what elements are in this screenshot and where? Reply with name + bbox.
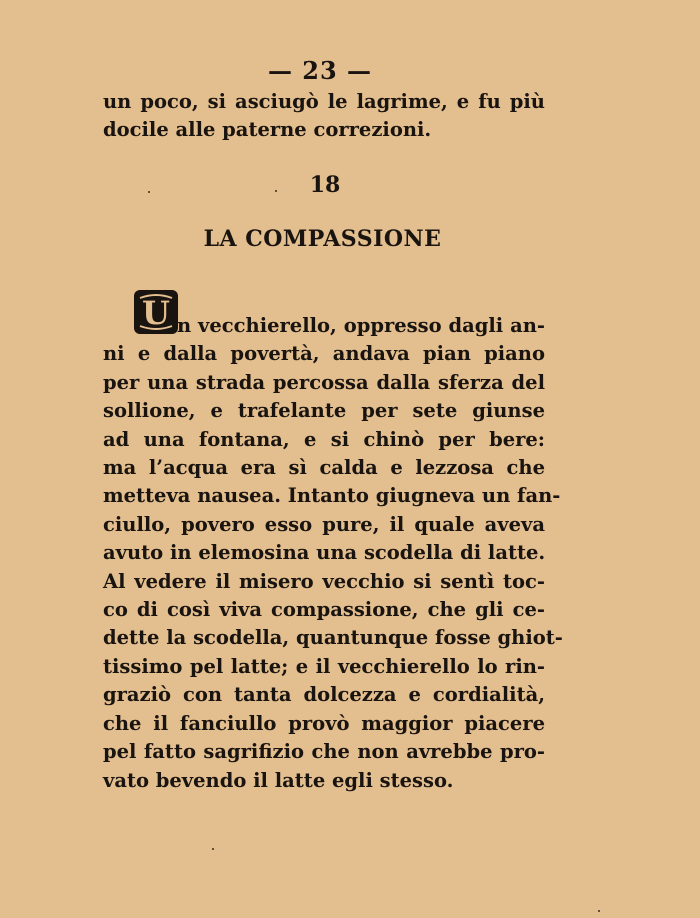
text-line: ad una fontana, e si chinò per bere: [103, 427, 545, 451]
text-line: ma l’acqua era sì calda e lezzosa che [103, 456, 545, 480]
text-line: ciullo, povero esso pure, il quale aveva [103, 512, 545, 536]
page-number: — 23 — [267, 56, 373, 85]
text-line: sollione, e trafelante per sete giunse [103, 399, 545, 423]
story-title: LA COMPASSIONE [203, 226, 442, 252]
text-line: avuto in elemosina una scodella di latte. [103, 541, 546, 565]
text-line: co di così viva compassione, che gli ce- [103, 598, 545, 622]
dropcap-letter: U [142, 294, 170, 332]
carryover-paragraph [103, 88, 545, 145]
text-line: ni e dalla povertà, andava pian piano [103, 342, 545, 366]
text-line: per una strada percossa dalla sferza del [103, 370, 545, 394]
text-line: Al vedere il misero vecchio si sentì toc- [103, 569, 545, 593]
paper-speck [275, 190, 277, 192]
text-line: dette la scodella, quantunque fosse ghiot- [103, 626, 563, 650]
paper-speck [148, 191, 150, 193]
text-line: tissimo pel latte; e il vecchierello lo rin- [103, 654, 545, 678]
text-line: graziò con tanta dolcezza e cordialità, [103, 683, 545, 707]
text-line: n vecchierello, oppresso dagli an- [177, 314, 545, 337]
paper-speck [598, 910, 600, 912]
story-number: 18 [309, 172, 341, 198]
text-line: pel fatto sagrifizio che non avrebbe pro- [103, 740, 545, 764]
story-paragraph [103, 312, 563, 795]
text-line: docile alle paterne correzioni. [103, 118, 432, 142]
text-line: un poco, si asciugò le lagrime, e fu più [103, 90, 545, 113]
text-line: che il fanciullo provò maggior piacere [103, 711, 545, 735]
text-line: vato bevendo il latte egli stesso. [103, 768, 454, 792]
paper-speck [212, 848, 214, 850]
text-line: metteva nausea. Intanto giugneva un fan- [103, 484, 561, 508]
